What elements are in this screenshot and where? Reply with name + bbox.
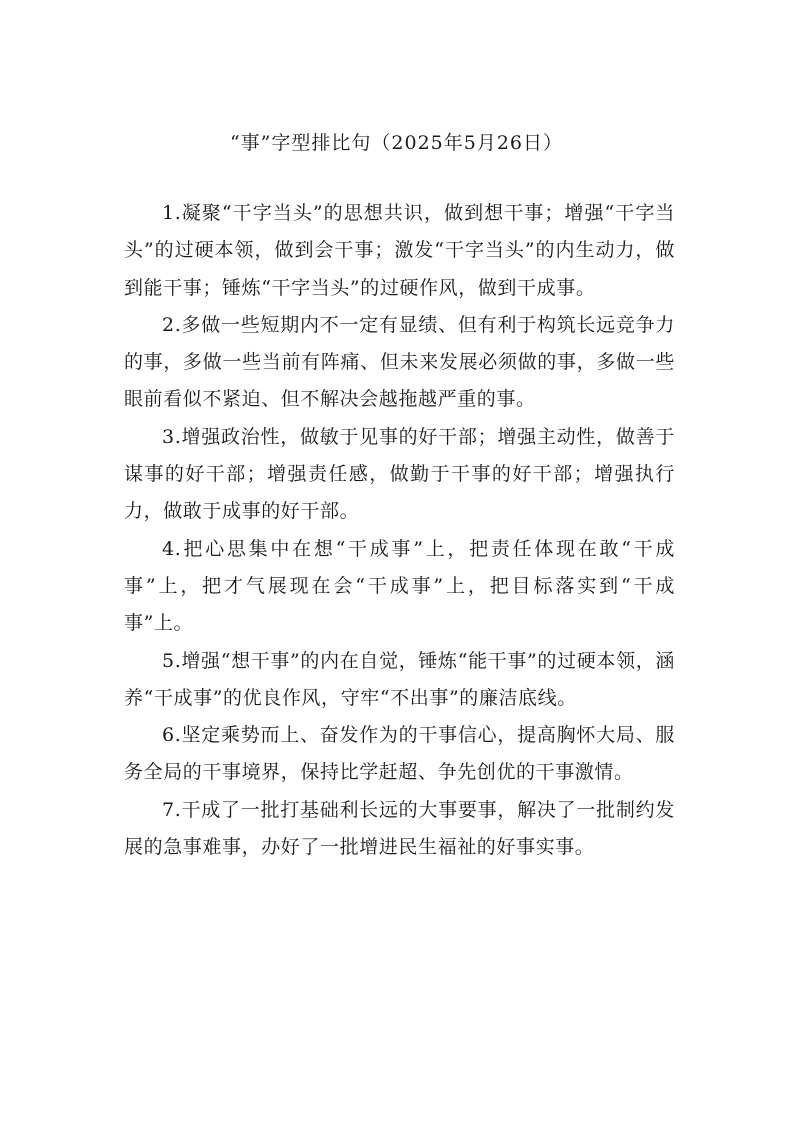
document-title: “事”字型排比句（2025年5月26日）	[229, 132, 564, 154]
document-body	[124, 195, 675, 866]
paragraph-6: 6.坚定乘势而上、奋发作为的干事信心，提高胸怀大局、服务全局的干事境界，保持比学赶超、争先创优的干事激情。	[124, 724, 675, 784]
paragraph-5: 5.增强“想干事”的内在自觉，锤炼“能干事”的过硬本领，涵养“干成事”的优良作风，守牢“不出事”的廉洁底线。	[124, 649, 675, 709]
paragraph-4: 4.把心思集中在想“干成事”上，把责任体现在敢“干成事”上，把才气展现在会“干成事”上，把目标落实到“干成事”上。	[124, 537, 675, 635]
paragraph-2: 2.多做一些短期内不一定有显绩、但有利于构筑长远竞争力的事，多做一些当前有阵痛、但未来发展必须做的事，多做一些眼前看似不紧迫、但不解决会越拖越严重的事。	[124, 313, 675, 411]
paragraph-7: 7.干成了一批打基础利长远的大事要事，解决了一批制约发展的急事难事，办好了一批增进民生福祉的好事实事。	[124, 798, 675, 859]
paragraph-1: 1.凝聚“干字当头”的思想共识，做到想干事；增强“干字当头”的过硬本领，做到会干事；激发“干字当头”的内生动力，做到能干事；锤炼“干字当头”的过硬作风，做到干成事。	[124, 202, 675, 299]
paragraph-3: 3.增强政治性，做敏于见事的好干部；增强主动性，做善于谋事的好干部；增强责任感，做勤于干事的好干部；增强执行力，做敢于成事的好干部。	[124, 425, 675, 523]
